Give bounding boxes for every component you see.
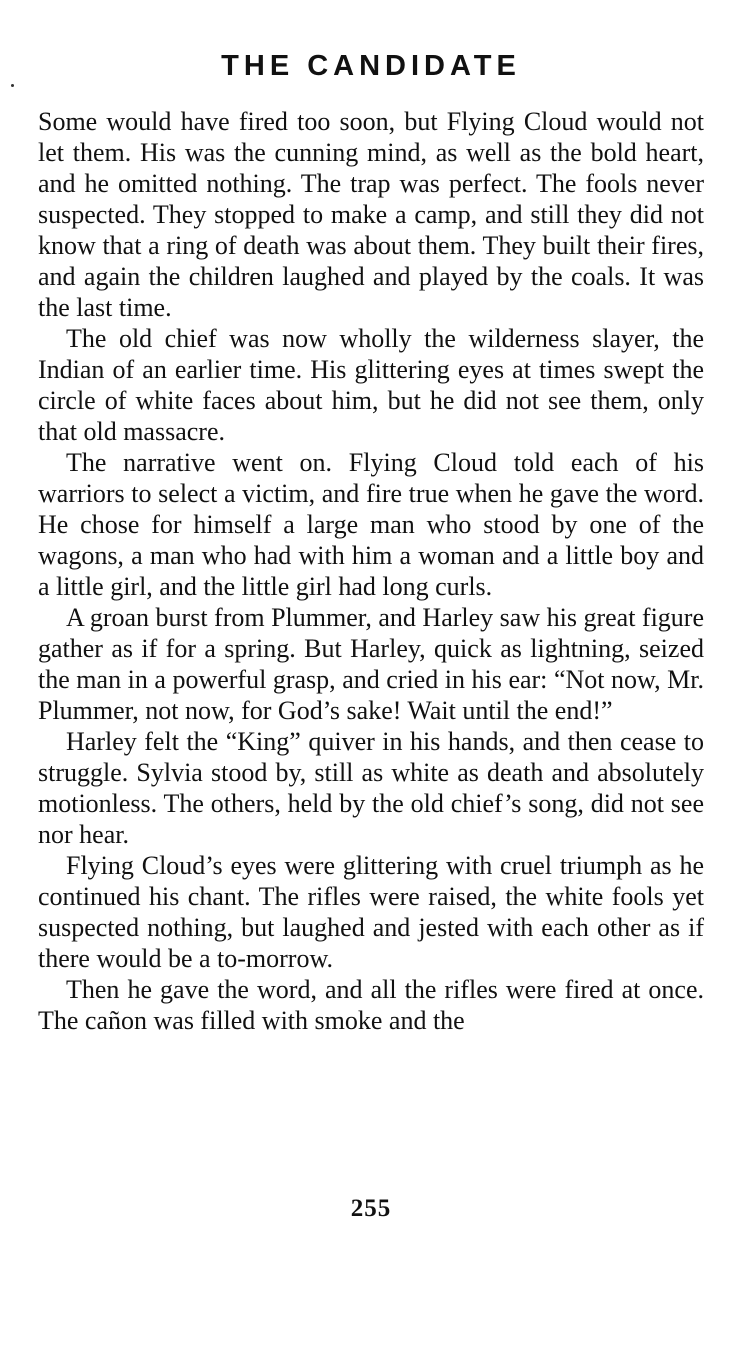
body-text: [38, 106, 704, 1036]
paragraph-2: The old chief was now wholly the wilderness slayer, the Indian of an earlier time. His glittering eyes at times swept the circle of white faces about him, but he did not see them, only that old massacre.: [38, 324, 704, 446]
print-speck: [11, 84, 14, 87]
paragraph-3: The narrative went on. Flying Cloud told each of his warriors to select a victim, and fire true when he gave the word. He chose for himself a large man who stood by one of the wagons, a man who had with him a woman and a little boy and a little girl, and the little girl had long curls.: [38, 448, 704, 601]
paragraph-1: Some would have fired too soon, but Flying Cloud would not let them. His was the cunning mind, as well as the bold heart, and he omitted nothing. The trap was perfect. The fools never suspected. They stopped to make a camp, and still they did not know that a ring of death was about them. They built their fires, and again the children laughed and played by the coals. It was the last time.: [38, 107, 704, 322]
paragraph-6: Flying Cloud’s eyes were glittering with cruel triumph as he continued his chant. The rifles were raised, the white fools yet suspected nothing, but laughed and jested with each other as if there would be a to-morrow.: [38, 851, 704, 973]
paragraph-5: Harley felt the “King” quiver in his hands, and then cease to struggle. Sylvia stood by, still as white as death and absolutely motionless. The others, held by the old chief’s song, did not see nor hear.: [38, 727, 704, 849]
page-number: 255: [350, 1195, 392, 1222]
paragraph-4: A groan burst from Plummer, and Harley saw his great figure gather as if for a spring. But Harley, quick as lightning, seized the man in a powerful grasp, and cried in his ear: “Not now, Mr. Plummer, not now, for God’s sake! Wait until the end!”: [38, 603, 704, 725]
running-head: THE CANDIDATE: [221, 50, 521, 82]
paragraph-7: Then he gave the word, and all the rifles were fired at once. The cañon was filled with smoke and the: [38, 975, 704, 1035]
